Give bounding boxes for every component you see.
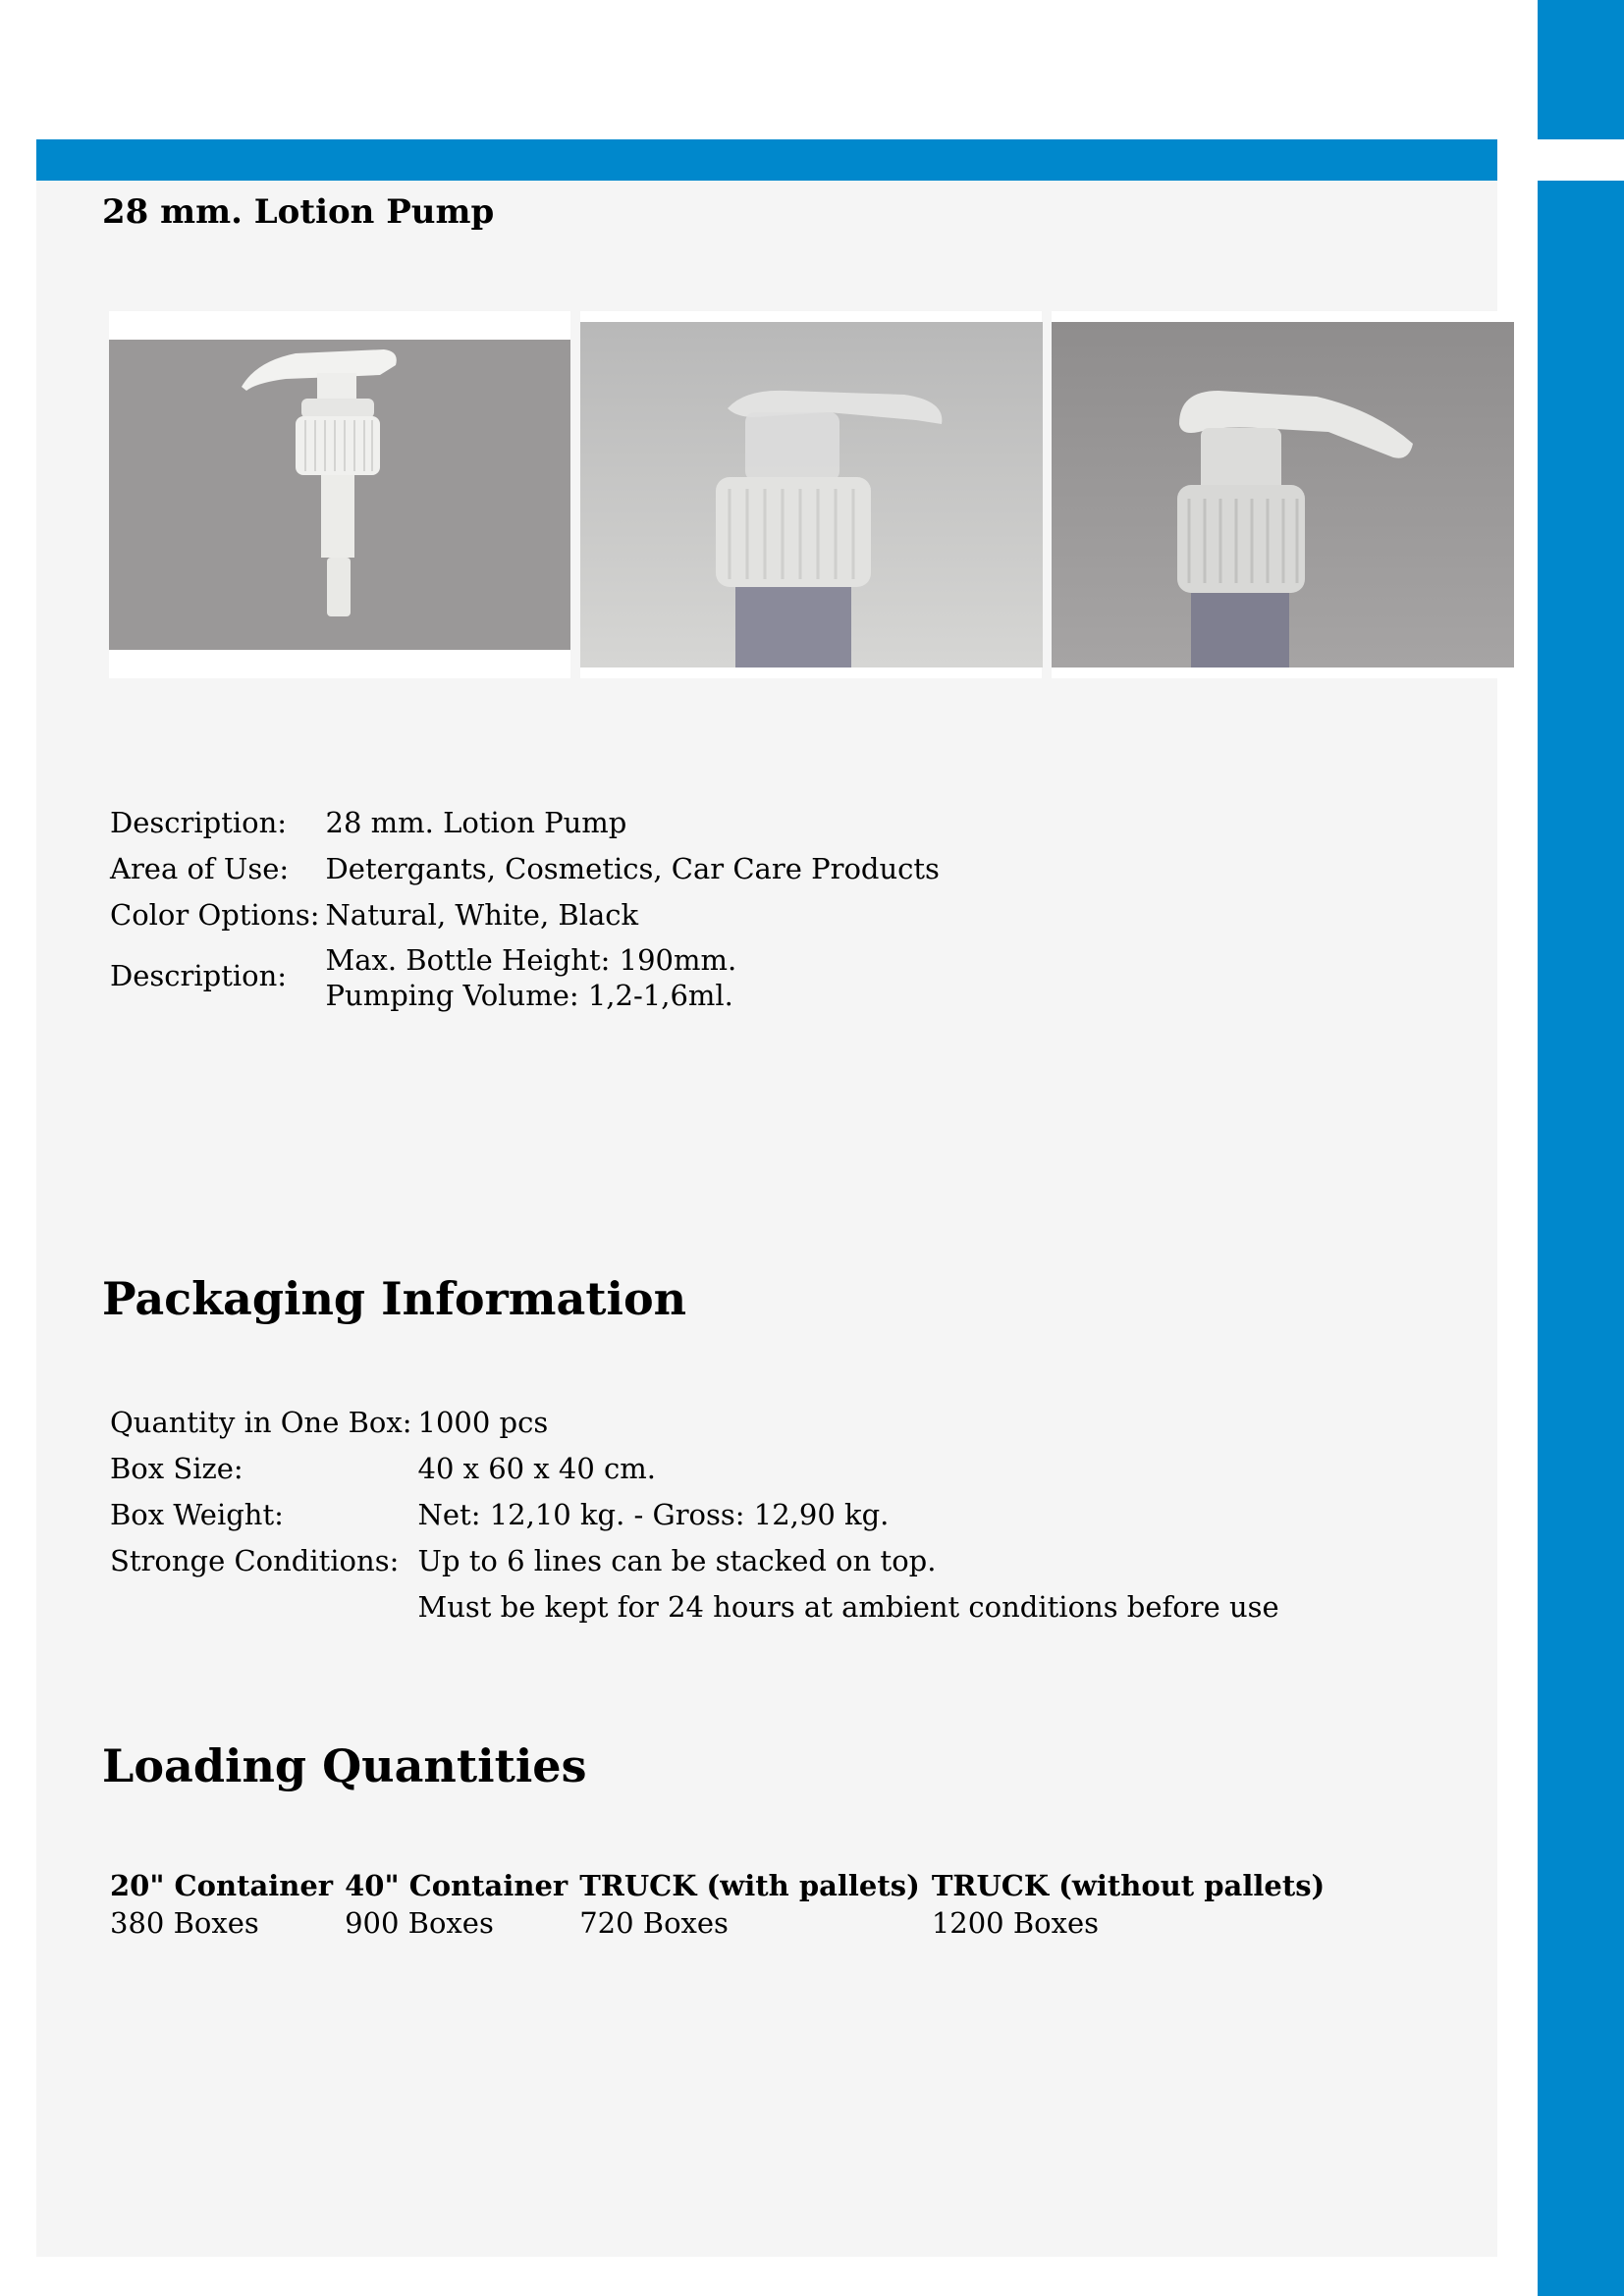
spec-row: [110, 800, 940, 846]
packaging-row: [110, 1584, 1279, 1630]
packaging-value: 40 x 60 x 40 cm.: [417, 1452, 656, 1485]
loading-value-row: [110, 1904, 1336, 1942]
spec-value-line: Pumping Volume: 1,2-1,6ml.: [325, 979, 733, 1012]
packaging-value: Must be kept for 24 hours at ambient conditions before use: [417, 1590, 1279, 1624]
side-accent-bar: [1538, 181, 1624, 2296]
packaging-row: [110, 1492, 1279, 1538]
lotion-pump-photo-front: [109, 340, 570, 650]
spec-row: [110, 846, 940, 892]
packaging-heading: Packaging Information: [102, 1272, 687, 1325]
packaging-value: 1000 pcs: [417, 1406, 549, 1439]
packaging-value: Up to 6 lines can be stacked on top.: [417, 1544, 937, 1577]
loading-heading: Loading Quantities: [102, 1739, 587, 1792]
spec-label: Area of Use:: [110, 852, 290, 885]
side-accent-top: [1538, 0, 1624, 139]
spec-value: Detergants, Cosmetics, Car Care Products: [325, 852, 940, 885]
loading-header: 20" Container: [110, 1869, 334, 1902]
spec-row: [110, 892, 940, 938]
loading-table: [110, 1867, 1336, 1942]
packaging-label: Box Weight:: [110, 1498, 284, 1531]
spec-value: Natural, White, Black: [325, 898, 639, 932]
packaging-label: Quantity in One Box:: [110, 1406, 412, 1439]
product-title: 28 mm. Lotion Pump: [102, 192, 495, 232]
spec-value-multiline: [326, 938, 940, 1013]
packaging-label: Stronge Conditions:: [110, 1544, 400, 1577]
loading-value: 380 Boxes: [110, 1906, 259, 1940]
specs-table: [110, 800, 940, 1013]
loading-header: TRUCK (without pallets): [931, 1869, 1326, 1902]
spec-row: [110, 938, 940, 1013]
spec-label: Color Options:: [110, 898, 320, 932]
loading-header-row: [110, 1867, 1336, 1904]
packaging-table: [110, 1400, 1279, 1630]
spec-value: 28 mm. Lotion Pump: [325, 806, 627, 839]
spec-value-line: Max. Bottle Height: 190mm.: [325, 943, 737, 977]
loading-value: 1200 Boxes: [931, 1906, 1100, 1940]
loading-value: 720 Boxes: [579, 1906, 729, 1940]
loading-value: 900 Boxes: [345, 1906, 494, 1940]
loading-header: TRUCK (with pallets): [579, 1869, 920, 1902]
packaging-label: [110, 1584, 418, 1630]
packaging-label: Box Size:: [110, 1452, 244, 1485]
lotion-pump-photo-translucent: [580, 322, 1043, 667]
header-bar: [36, 139, 1497, 181]
packaging-value: Net: 12,10 kg. - Gross: 12,90 kg.: [417, 1498, 890, 1531]
loading-header: 40" Container: [345, 1869, 568, 1902]
spec-label: Description:: [110, 958, 288, 992]
lotion-pump-photo-white: [1052, 322, 1514, 667]
packaging-row: [110, 1446, 1279, 1492]
packaging-row: [110, 1538, 1279, 1584]
packaging-row: [110, 1400, 1279, 1446]
spec-label: Description:: [110, 806, 288, 839]
